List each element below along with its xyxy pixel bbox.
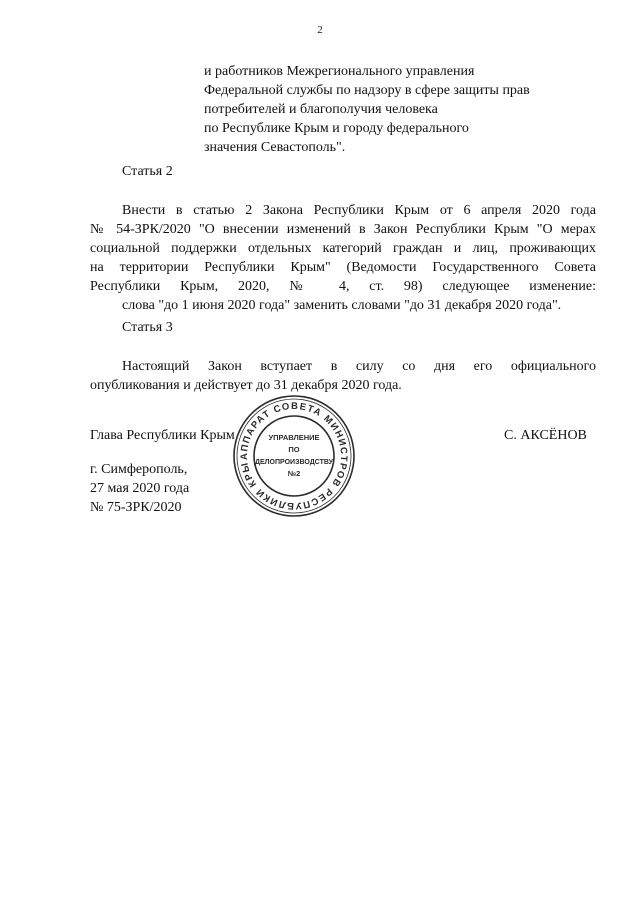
signature-title: Глава Республики Крым — [90, 428, 235, 443]
article-2-line: Внести в статью 2 Закона Республики Крым от 6 апреля 2020 года — [122, 203, 596, 218]
article-3-heading: Статья 3 — [122, 320, 173, 335]
article-2-line: Республики Крым, 2020, № 4, ст. 98) следующее изменение: — [90, 279, 596, 294]
seal-line-3: ДЕЛОПРОИЗВОДСТВУ — [254, 459, 334, 466]
article-2-line: социальной поддержки отдельных категорий граждан и лиц, проживающих — [90, 241, 596, 256]
page-number: 2 — [317, 24, 323, 36]
article-3-line: Настоящий Закон вступает в силу со дня его официального — [122, 359, 596, 374]
article-2-line: на территории Республики Крым" (Ведомости Государственного Совета — [90, 260, 596, 275]
seal-line-2: ПО — [288, 445, 300, 454]
place-date — [90, 460, 189, 517]
article-3-body — [90, 357, 596, 395]
law-date: 27 мая 2020 года — [90, 481, 190, 496]
article-3-line: опубликования и действует до 31 декабря 2020 года. — [90, 378, 402, 393]
seal-line-4: №2 — [287, 469, 301, 478]
quote-line: потребителей и благополучия человека — [204, 102, 438, 117]
seal-line-1: УПРАВЛЕНИЕ — [268, 433, 320, 442]
law-number: № 75-ЗРК/2020 — [90, 500, 182, 515]
seal-outer-text: АППАРАТ СОВЕТА МИНИСТРОВ РЕСПУБЛИКИ КРЫМ — [238, 400, 350, 512]
signature-name: С. АКСЁНОВ — [504, 428, 587, 443]
quote-line: по Республике Крым и городу федерального — [204, 121, 469, 136]
article-2-heading: Статья 2 — [122, 164, 173, 179]
quote-line: и работников Межрегионального управления — [204, 64, 475, 79]
quote-block — [204, 62, 584, 157]
official-seal — [230, 392, 358, 520]
quote-line: значения Севастополь". — [204, 140, 346, 155]
quote-line: Федеральной службы по надзору в сфере защиты прав — [204, 83, 530, 98]
article-2-line: № 54-ЗРК/2020 "О внесении изменений в Закон Республики Крым "О мерах — [90, 222, 596, 237]
article-2-line: слова "до 1 июня 2020 года" заменить словами "до 31 декабря 2020 года". — [122, 298, 562, 313]
article-2-body — [90, 201, 596, 315]
place-city: г. Симферополь, — [90, 462, 188, 477]
